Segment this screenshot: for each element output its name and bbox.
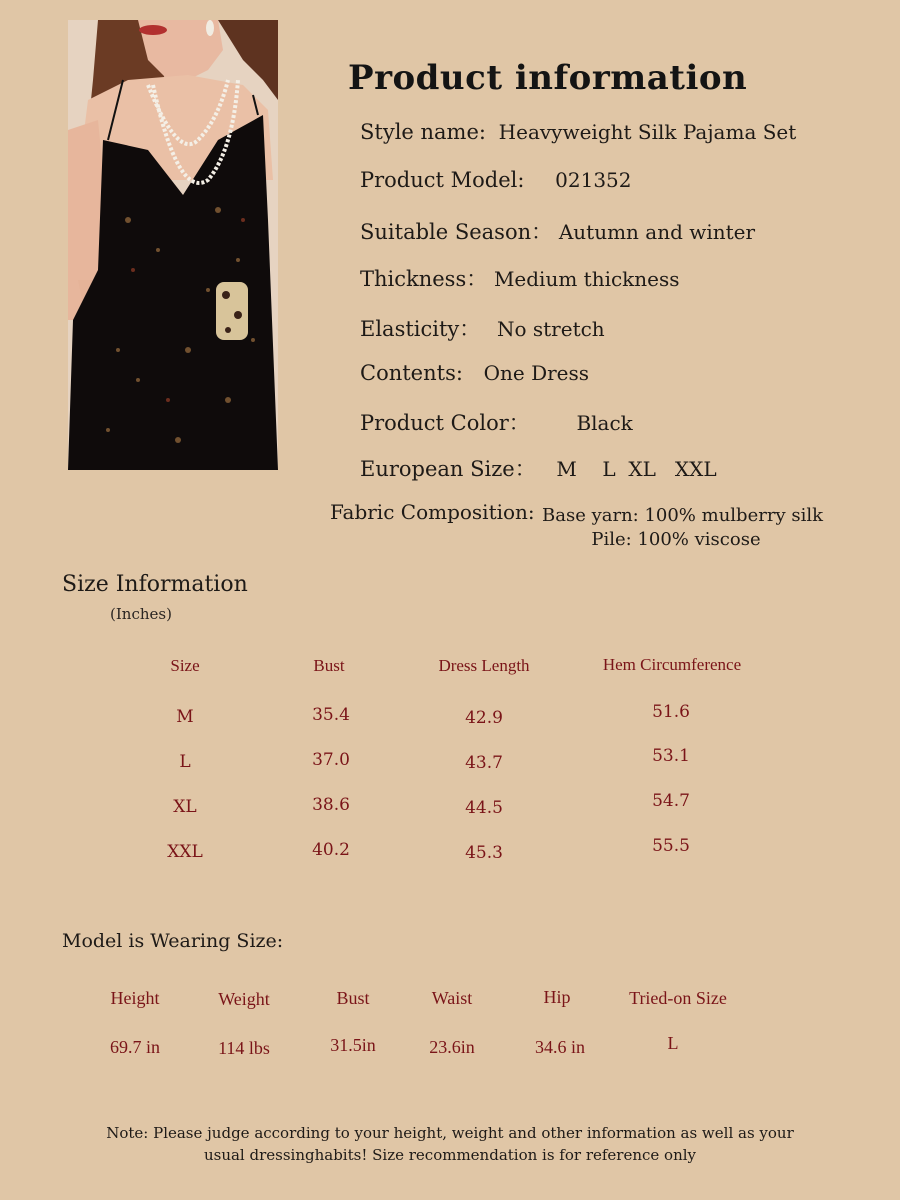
info-thickness xyxy=(360,263,680,293)
size-cell: M xyxy=(176,707,194,727)
size-cell: 51.6 xyxy=(652,702,690,722)
fabric-line-base-yarn: Base yarn: 100% mulberry silk xyxy=(542,505,823,526)
fabric-line-pile: Pile: 100% viscose xyxy=(591,529,761,550)
model-header-height: Height xyxy=(110,988,160,1008)
size-cell: 35.4 xyxy=(312,705,350,725)
size-cell: 38.6 xyxy=(312,795,350,815)
info-value: Black xyxy=(576,411,633,435)
size-cell: 44.5 xyxy=(465,798,503,818)
product-photo xyxy=(68,20,278,470)
size-cell: 53.1 xyxy=(652,746,690,766)
fabric-composition-value xyxy=(542,504,823,552)
model-header-waist: Waist xyxy=(431,988,473,1008)
size-cell: 37.0 xyxy=(312,750,350,770)
model-header-weight: Weight xyxy=(218,989,270,1009)
info-value: One Dress xyxy=(483,361,590,385)
size-header-bust: Bust xyxy=(313,656,345,675)
model-value-tried-on-size: L xyxy=(667,1033,679,1053)
product-info-title: Product information xyxy=(348,58,748,98)
info-value: No stretch xyxy=(496,317,605,341)
model-value-height: 69.7 in xyxy=(109,1037,161,1057)
note-line-2: usual dressinghabits! Size recommendation is for reference only xyxy=(203,1146,697,1164)
info-label: Thickness： xyxy=(360,267,488,291)
model-header-hip: Hip xyxy=(543,987,571,1007)
info-style-name xyxy=(360,120,796,144)
model-value-waist: 23.6in xyxy=(429,1037,475,1057)
model-dress-illustration xyxy=(68,20,278,470)
size-cell: 45.3 xyxy=(465,843,503,863)
model-value-bust: 31.5in xyxy=(330,1035,376,1055)
fabric-composition-label: Fabric Composition: xyxy=(330,500,535,524)
info-label: Contents: xyxy=(360,361,463,385)
info-european-size xyxy=(360,453,717,483)
size-note xyxy=(60,1122,840,1166)
info-value: Medium thickness xyxy=(493,267,680,291)
info-suitable-season xyxy=(360,216,755,246)
info-label: Product Model: xyxy=(360,168,525,192)
info-label: Elasticity： xyxy=(360,317,481,341)
size-cell: XXL xyxy=(167,842,203,862)
size-cell: 54.7 xyxy=(652,791,690,811)
model-header-tried-on-size: Tried-on Size xyxy=(629,988,727,1008)
size-cell: 40.2 xyxy=(312,840,350,860)
model-value-hip: 34.6 in xyxy=(534,1037,586,1057)
info-value: Heavyweight Silk Pajama Set xyxy=(498,120,797,144)
model-size-title: Model is Wearing Size: xyxy=(62,930,284,952)
note-line-1: Note: Please judge according to your height, weight and other information as well as your xyxy=(106,1124,794,1142)
info-label: European Size： xyxy=(360,457,536,481)
size-header-hem: Hem Circumference xyxy=(602,655,742,674)
info-product-model xyxy=(360,168,632,192)
size-header-size: Size xyxy=(170,656,200,675)
info-value: Autumn and winter xyxy=(558,220,756,244)
size-info-title: Size Information xyxy=(62,572,248,597)
info-value: 021352 xyxy=(555,168,632,192)
info-contents xyxy=(360,361,589,385)
info-value: M L XL XXL xyxy=(556,457,717,481)
size-cell: 43.7 xyxy=(465,753,503,773)
info-label: Product Color： xyxy=(360,411,530,435)
size-cell: L xyxy=(179,752,191,772)
size-info-unit: (Inches) xyxy=(110,605,172,623)
size-cell: 55.5 xyxy=(652,836,690,856)
info-label: Suitable Season： xyxy=(360,220,553,244)
size-cell: XL xyxy=(173,797,197,817)
size-cell: 42.9 xyxy=(465,708,503,728)
info-product-color xyxy=(360,407,633,437)
model-value-weight: 114 lbs xyxy=(218,1038,270,1058)
info-elasticity xyxy=(360,313,605,343)
model-header-bust: Bust xyxy=(336,988,370,1008)
info-label: Style name: xyxy=(360,120,486,144)
size-header-dress-length: Dress Length xyxy=(438,656,530,675)
